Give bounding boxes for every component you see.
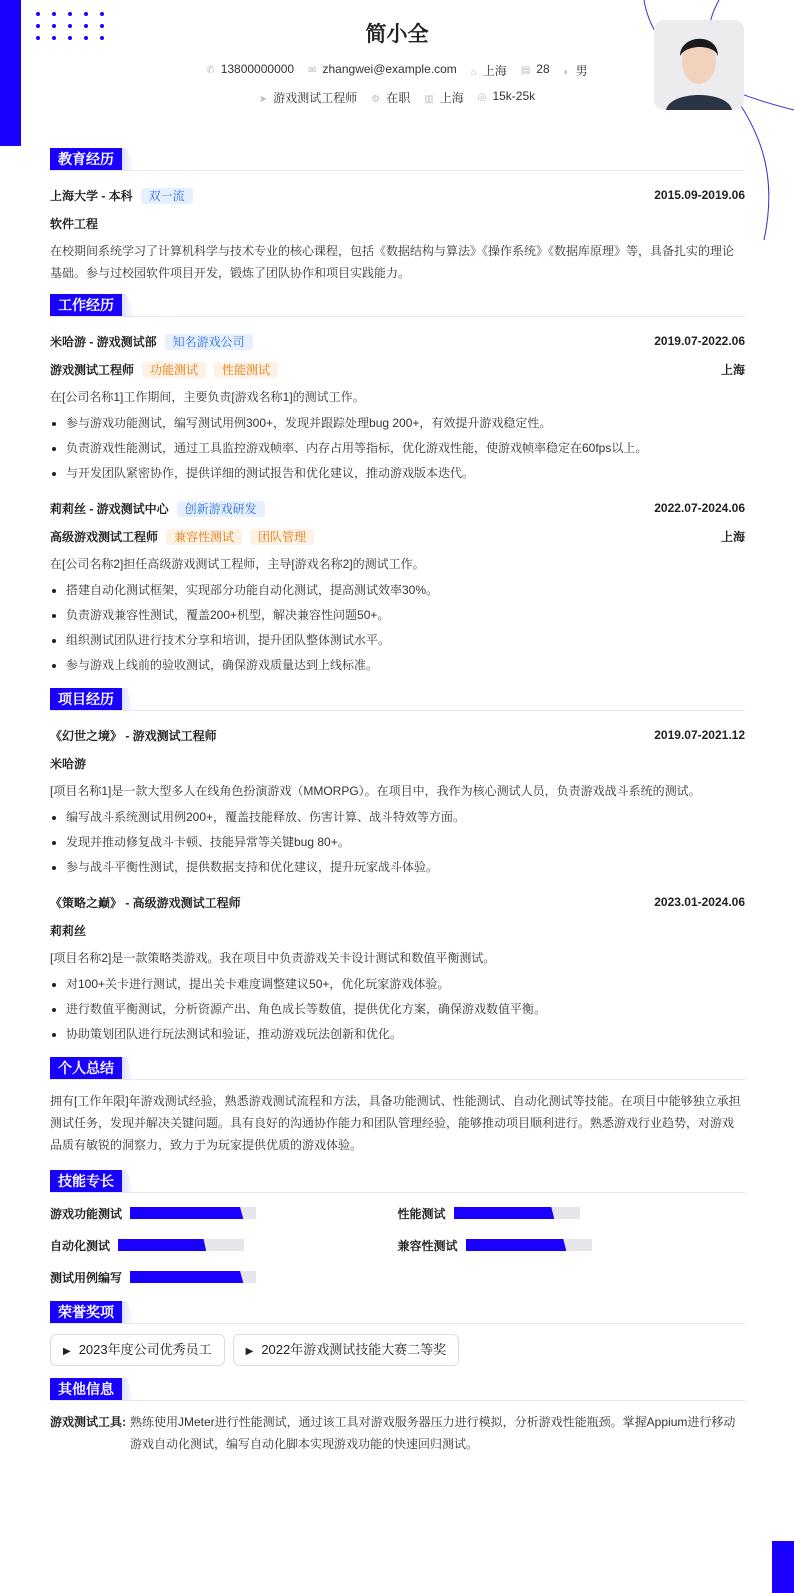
project-company: 莉莉丝 bbox=[50, 923, 87, 938]
work-intro: 在[公司名称1]工作期间，主要负责[游戏名称1]的测试工作。 bbox=[50, 390, 365, 404]
skill-name: 游戏功能测试 bbox=[50, 1206, 123, 1221]
edu-date: 2015.09-2019.06 bbox=[654, 188, 745, 202]
section-title: 工作经历 bbox=[50, 294, 122, 316]
summary-text: 拥有[工作年限]年游戏测试经验，熟悉游戏测试流程和方法，具备功能测试、性能测试、自动化测试等技能。在项目中能够独立承担测试任务，发现并解决关键问题。具有良好的沟通协作能力和团队管理经验，能够推动项目顺利进行。熟悉游戏行业趋势，对游戏品质有敏锐的洞察力，致力于为玩家提供优质的游戏体验。 bbox=[50, 1094, 741, 1152]
section-title: 教育经历 bbox=[50, 148, 122, 170]
company: 莉莉丝 - 游戏测试中心 bbox=[50, 501, 169, 516]
skill-item bbox=[50, 1267, 398, 1287]
skill-item bbox=[398, 1235, 746, 1255]
job-title: 游戏测试工程师 bbox=[273, 91, 358, 105]
work-date: 2022.07-2024.06 bbox=[654, 501, 745, 515]
company: 米哈游 - 游戏测试部 bbox=[50, 334, 157, 349]
role: 游戏测试工程师 bbox=[50, 362, 135, 377]
gender: 男 bbox=[575, 64, 588, 78]
skill-bar bbox=[454, 1207, 580, 1219]
building-icon: ▥ bbox=[424, 94, 434, 105]
section-projects bbox=[50, 688, 745, 711]
role: 高级游戏测试工程师 bbox=[50, 529, 159, 544]
candidate-name: 简小全 bbox=[365, 23, 429, 46]
bullet-item: 负责游戏兼容性测试，覆盖200+机型，解决兼容性问题50+。 bbox=[50, 603, 745, 628]
project-name: 《策略之巅》 - 高级游戏测试工程师 bbox=[50, 895, 241, 910]
avatar-photo bbox=[654, 20, 744, 110]
mail-icon: ✉ bbox=[308, 65, 317, 76]
home-icon: ⌂ bbox=[470, 67, 477, 78]
edu-desc: 在校期间系统学习了计算机科学与技术专业的核心课程，包括《数据结构与算法》《操作系统》《数据库原理》等，具备扎实的理论基础。参与过校园软件项目开发，锻炼了团队协作和项目实践能力。 bbox=[50, 244, 735, 280]
skill-bar-fill bbox=[454, 1207, 555, 1219]
award-name: 2023年度公司优秀员工 bbox=[78, 1342, 212, 1357]
section-title: 项目经历 bbox=[50, 688, 122, 710]
bullet-item: 协助策划团队进行玩法测试和验证，推动游戏玩法创新和优化。 bbox=[50, 1022, 745, 1047]
skill-item bbox=[50, 1235, 398, 1255]
section-title: 个人总结 bbox=[50, 1057, 122, 1079]
skill-bar bbox=[118, 1239, 244, 1251]
other-label: 游戏测试工具: bbox=[50, 1415, 126, 1429]
play-icon: ▶ bbox=[245, 1346, 254, 1357]
work-intro: 在[公司名称2]担任高级游戏测试工程师，主导[游戏名称2]的测试工作。 bbox=[50, 557, 425, 571]
award-item bbox=[233, 1334, 460, 1366]
section-title: 技能专长 bbox=[50, 1170, 122, 1192]
award-name: 2022年游戏测试技能大赛二等奖 bbox=[261, 1342, 447, 1357]
work-city: 上海 bbox=[720, 362, 745, 377]
status-icon: ⚙ bbox=[371, 94, 381, 105]
job-status: 在职 bbox=[386, 91, 411, 105]
project-intro: [项目名称1]是一款大型多人在线角色扮演游戏（MMORPG）。在项目中，我作为核心测试人员，负责游戏战斗系统的测试。 bbox=[50, 784, 701, 798]
salary: 15k-25k bbox=[492, 89, 536, 103]
right-accent-bar bbox=[772, 1541, 794, 1593]
bullet-item: 与开发团队紧密协作，提供详细的测试报告和优化建议，推动游戏版本迭代。 bbox=[50, 461, 745, 486]
skill-name: 性能测试 bbox=[397, 1206, 446, 1221]
company-tag: 创新游戏研发 bbox=[177, 501, 265, 517]
section-work bbox=[50, 294, 745, 317]
skill-bar bbox=[466, 1239, 592, 1251]
skill-bar-fill bbox=[118, 1239, 206, 1251]
play-icon: ▶ bbox=[63, 1346, 71, 1357]
bullet-item: 搭建自动化测试框架，实现部分功能自动化测试，提高测试效率30%。 bbox=[50, 578, 745, 603]
bullet-item: 参与战斗平衡性测试，提供数据支持和优化建议，提升玩家战斗体验。 bbox=[50, 855, 745, 880]
section-skills bbox=[50, 1170, 745, 1193]
project-company: 米哈游 bbox=[50, 756, 87, 771]
major: 软件工程 bbox=[50, 216, 99, 231]
skill-item bbox=[50, 1203, 398, 1223]
skill-tag: 性能测试 bbox=[214, 362, 278, 378]
phone: 13800000000 bbox=[220, 62, 295, 76]
send-icon: ➤ bbox=[258, 94, 268, 105]
bullet-item: 负责游戏性能测试，通过工具监控游戏帧率、内存占用等指标，优化游戏性能，使游戏帧率稳定在60fps以上。 bbox=[50, 436, 745, 461]
bullet-item: 组织测试团队进行技术分享和培训，提升团队整体测试水平。 bbox=[50, 628, 745, 653]
work-date: 2019.07-2022.06 bbox=[654, 334, 745, 348]
section-education bbox=[50, 148, 745, 171]
school-tag: 双一流 bbox=[141, 188, 193, 204]
skill-item bbox=[398, 1203, 746, 1223]
school: 上海大学 - 本科 bbox=[50, 188, 133, 203]
bullet-item: 编写战斗系统测试用例200+，覆盖技能释放、伤害计算、战斗特效等方面。 bbox=[50, 805, 745, 830]
skill-name: 测试用例编写 bbox=[50, 1270, 123, 1285]
age: 28 bbox=[536, 62, 550, 76]
project-date: 2019.07-2021.12 bbox=[654, 728, 745, 742]
project-name: 《幻世之境》 - 游戏测试工程师 bbox=[50, 728, 217, 743]
skill-name: 兼容性测试 bbox=[397, 1238, 458, 1253]
other-text: 熟练使用JMeter进行性能测试，通过该工具对游戏服务器压力进行模拟，分析游戏性能瓶颈。掌握Appium进行移动游戏自动化测试，编写自动化脚本实现游戏功能的快速回归测试。 bbox=[130, 1415, 736, 1451]
bullet-item: 对100+关卡进行测试，提出关卡难度调整建议50+，优化玩家游戏体验。 bbox=[50, 972, 745, 997]
section-awards bbox=[50, 1301, 745, 1324]
age-icon: ▤ bbox=[520, 65, 531, 76]
skill-bar-fill bbox=[130, 1271, 243, 1283]
skill-tag: 团队管理 bbox=[250, 529, 314, 545]
bullet-item: 参与游戏上线前的验收测试，确保游戏质量达到上线标准。 bbox=[50, 653, 745, 678]
project-entry bbox=[50, 721, 745, 880]
company-tag: 知名游戏公司 bbox=[165, 334, 253, 350]
work-city: 上海 bbox=[720, 529, 745, 544]
work-entry bbox=[50, 327, 745, 486]
bullet-item: 进行数值平衡测试，分析资源产出、角色成长等数值，提供优化方案，确保游戏数值平衡。 bbox=[50, 997, 745, 1022]
project-intro: [项目名称2]是一款策略类游戏。我在项目中负责游戏关卡设计测试和数值平衡测试。 bbox=[50, 951, 496, 965]
section-title: 其他信息 bbox=[50, 1378, 122, 1400]
bullet-item: 发现并推动修复战斗卡顿、技能异常等关键bug 80+。 bbox=[50, 830, 745, 855]
skill-tag: 功能测试 bbox=[142, 362, 206, 378]
section-title: 荣誉奖项 bbox=[50, 1301, 122, 1323]
section-other bbox=[50, 1378, 745, 1401]
project-date: 2023.01-2024.06 bbox=[654, 895, 745, 909]
project-entry bbox=[50, 888, 745, 1047]
skill-bar-fill bbox=[466, 1239, 567, 1251]
email: zhangwei@example.com bbox=[322, 62, 457, 76]
skill-bar-fill bbox=[130, 1207, 243, 1219]
salary-icon: ◎ bbox=[477, 92, 487, 103]
work-entry bbox=[50, 494, 745, 678]
section-summary bbox=[50, 1057, 745, 1080]
skill-bar bbox=[130, 1207, 256, 1219]
target-city: 上海 bbox=[439, 91, 464, 105]
skill-bar bbox=[130, 1271, 256, 1283]
bullet-item: 参与游戏功能测试，编写测试用例300+，发现并跟踪处理bug 200+，有效提升游戏稳定性。 bbox=[50, 411, 745, 436]
skill-name: 自动化测试 bbox=[50, 1238, 111, 1253]
skill-tag: 兼容性测试 bbox=[166, 529, 242, 545]
phone-icon: ✆ bbox=[206, 65, 215, 76]
gender-icon: ◐ bbox=[563, 67, 570, 78]
city: 上海 bbox=[482, 64, 507, 78]
award-item bbox=[50, 1334, 225, 1366]
